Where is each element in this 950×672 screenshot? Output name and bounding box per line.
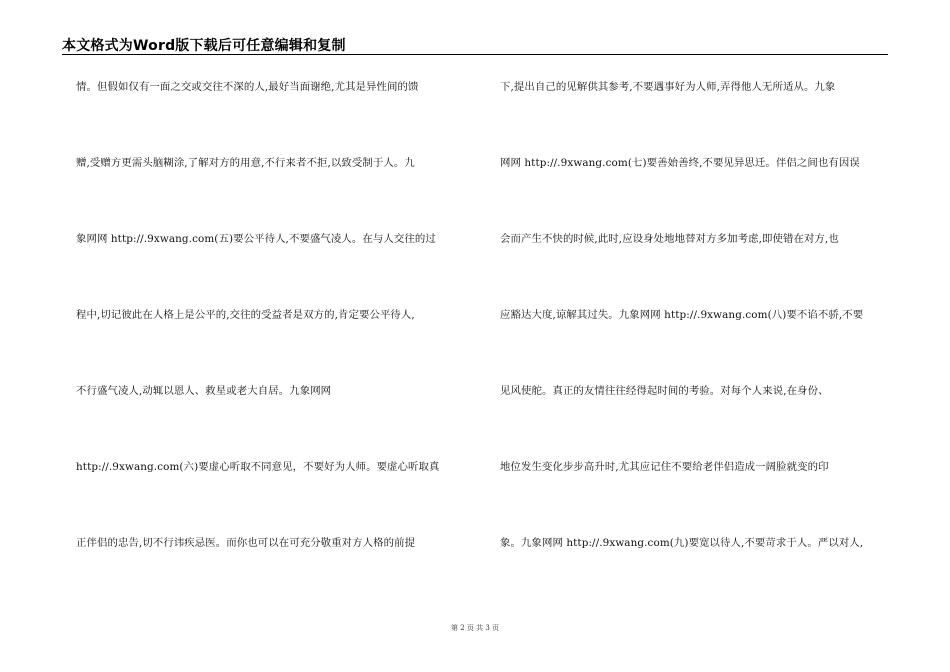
header-divider: [62, 54, 888, 55]
text-line: 赠,受赠方更需头脑糊涂,了解对方的用意,不行来者不拒,以致受制于人。九: [76, 157, 415, 169]
text-line: 见风使舵。真正的友情往往经得起时间的考验。对每个人来说,在身份、: [500, 385, 829, 397]
text-line: 象网网 http://.9xwang.com(五)要公平待人,不要盛气凌人。在与人交往的过: [76, 233, 436, 245]
page-number-footer: 第 2 页 共 3 页: [450, 624, 500, 632]
text-line: 正伴侣的忠告,切不行讳疾忌医。而你也可以在可充分敬重对方人格的前提: [76, 537, 416, 549]
text-line: 网网 http://.9xwang.com(七)要善始善终,不要见异思迁。伴侣之间也有因误: [500, 157, 860, 169]
text-line: 地位发生变化步步高升时,尤其应记住不要给老伴侣造成一阔脸就变的印: [500, 461, 829, 473]
text-line: 不行盛气凌人,动辄以恩人、救星或老大自居。九象网网: [76, 385, 332, 397]
text-line: 应豁达大度,谅解其过失。九象网网 http://.9xwang.com(八)要不谄不骄,不要: [500, 309, 864, 321]
text-line: 情。但假如仅有一面之交或交往不深的人,最好当面谢绝,尤其是异性间的馈: [76, 81, 419, 93]
text-line: http://.9xwang.com(六)要虚心听取不同意见，不要好为人师。要虚心听取真: [76, 461, 440, 473]
text-line: 会而产生不快的时候,此时,应设身处地地替对方多加考虑,即使错在对方,也: [500, 233, 839, 245]
text-line: 程中,切记彼此在人格上是公平的,交往的受益者是双方的,肯定要公平待人,: [76, 309, 415, 321]
text-line: 象。九象网网 http://.9xwang.com(九)要宽以待人,不要苛求于人。严以对人,: [500, 537, 864, 549]
left-text-column: [76, 80, 468, 612]
document-header-title: 本文格式为Word版下载后可任意编辑和复制: [62, 38, 346, 54]
right-text-column: [500, 80, 892, 612]
text-line: 下,提出自己的见解供其参考,不要遇事好为人师,弄得他人无所适从。九象: [500, 81, 836, 93]
